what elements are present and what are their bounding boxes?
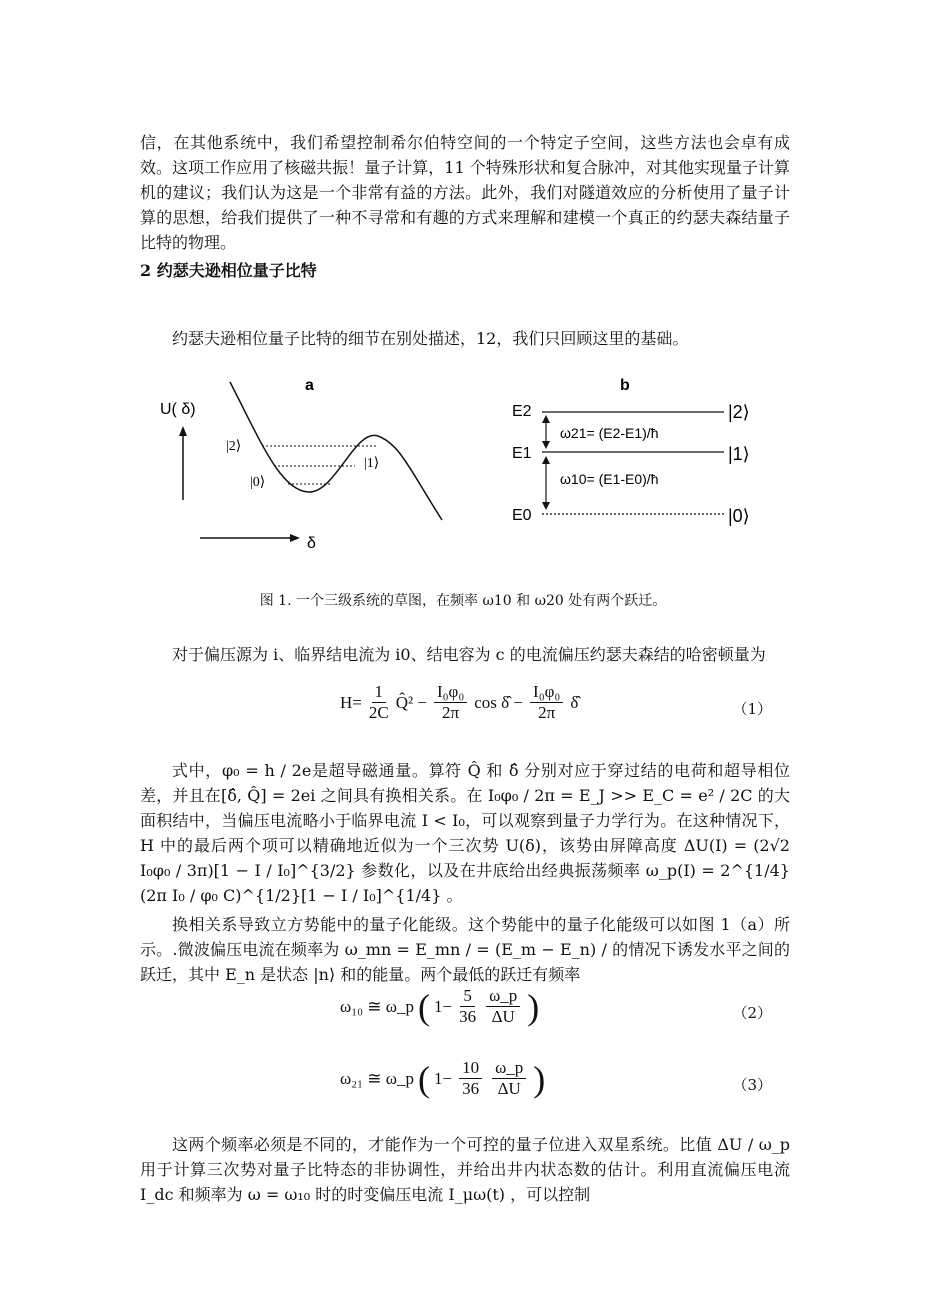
y-axis-label: U( δ) xyxy=(160,401,196,418)
control-paragraph: 这两个频率必须是不同的，才能作为一个可控的量子位进入双星系统。比值 ΔU / ω_p 用于计算三次势对量子比特态的非协调性，并给出井内状态数的估计。利用直流偏压电流 I_dc 和频率为 ω = ω₁₀ 时的时变偏压电流 I_μω(t) ，可以控制 xyxy=(140,1135,790,1204)
eq1-frac-1: $\frac{1}{2C}$ xyxy=(368,682,389,722)
eq1-lhs: H= xyxy=(340,692,362,712)
eq2-one: 1− xyxy=(433,996,453,1016)
ket-2-label: |2⟩ xyxy=(728,402,750,422)
omega10-arrowhead-up xyxy=(542,456,550,464)
operator-paragraph: 式中，φ₀ = h / 2e是超导磁通量。算符 Q̂ 和 δ̂ 分别对应于穿过结的电荷和超导相位差，并且在[δ̂, Q̂] = 2ei 之间具有换相关系。在 I₀φ₀ / 2π = E_J >> E_C = e² / 2C 的大面积结中，当偏压电流略小于临界电流 I < I₀，可以观察到量子力学行为。在这种情况下，H 中的最后两个项可以精确地近似为一个三次势 U(δ)，该势由屏障高度 ΔU(I) = (2√2 I₀φ₀ / 3π)[1 − I / I₀]^{3/2} 参数化，以及在井底给出经典振荡频率 ω_p(I) = 2^{1/4}(2π I₀ / φ₀ C)^{1/2}[1 − I / I₀]^{1/4} 。 xyxy=(140,761,790,905)
eq2-lhs: ω₁₀ ≅ ω_p xyxy=(340,996,414,1016)
ket-1-label: |1⟩ xyxy=(728,444,750,464)
eq1-term-3: δ̂ xyxy=(570,692,579,712)
eq2-frac-a: $\frac{5}{36}$ xyxy=(459,986,477,1026)
eq1-frac-2: $\frac{\text{I₀φ₀}}{2\pi}$ xyxy=(434,682,467,723)
section-heading: 2 约瑟夫逊相位量子比特 xyxy=(140,261,317,280)
eq1-term-1: Q̂² − xyxy=(395,692,427,712)
panel-a-label: a xyxy=(305,377,314,394)
energy-level-figure xyxy=(150,370,790,570)
eq3-frac-a: $\frac{10}{36}$ xyxy=(459,1058,482,1099)
panel-b-label: b xyxy=(620,377,630,394)
omega21-arrowhead-up xyxy=(542,415,550,423)
E0-label: E0 xyxy=(512,507,532,524)
state-2-label: |2⟩ xyxy=(226,439,242,454)
equation-1 xyxy=(140,676,790,736)
figure-caption: 图 1. 一个三级系统的草图，在频率 ω10 和 ω20 处有两个跃迁。 xyxy=(259,593,667,609)
potential-curve xyxy=(230,382,442,520)
omega21-label: ω21= (E2-E1)/ħ xyxy=(560,425,659,441)
state-1-label: |1⟩ xyxy=(364,456,380,471)
intro-paragraph: 信，在其他系统中，我们希望控制希尔伯特空间的一个特定子空间，这些方法也会卓有成效。这项工作应用了核磁共振！量子计算，11 个特殊形状和复合脉冲，对其他实现量子计算机的建议；我们认为这是一个非常有益的方法。此外，我们对隧道效应的分析使用了量子计算的思想，给我们提供了一种不寻常和有趣的方式来理解和建模一个真正的约瑟夫森结量子比特的物理。 xyxy=(140,133,790,252)
y-axis-arrowhead xyxy=(179,426,187,436)
state-0-label: |0⟩ xyxy=(250,475,266,490)
omega21-arrowhead-down xyxy=(542,441,550,449)
section-intro-paragraph: 约瑟夫逊相位量子比特的细节在别处描述，12，我们只回顾这里的基础。 xyxy=(172,329,689,348)
eq3-frac-b: $\frac{\omega\_p}{\Delta U}$ xyxy=(492,1058,526,1099)
eq1-frac-3: $\frac{\text{I₀φ₀}}{2\pi}$ xyxy=(530,682,563,723)
equation-1-number: （1） xyxy=(732,700,772,718)
E1-label: E1 xyxy=(512,445,532,462)
x-axis-label: δ xyxy=(307,535,316,552)
equation-2-body: ω₁₀ ≅ ω_p ( 1− $\frac{5}{36}$ $\frac{\omega\_p}{\Delta U}$ ) xyxy=(340,986,540,1027)
eq3-lhs: ω₂₁ ≅ ω_p xyxy=(340,1068,414,1088)
E2-label: E2 xyxy=(512,403,532,420)
eq2-frac-b: $\frac{\omega\_p}{\Delta U}$ xyxy=(486,986,520,1027)
hamiltonian-intro-paragraph: 对于偏压源为 i、临界结电流为 i0、结电容为 c 的电流偏压约瑟夫森结的哈密顿量为 xyxy=(172,645,766,664)
equation-3 xyxy=(140,1052,790,1112)
ket-0-label: |0⟩ xyxy=(728,506,750,526)
equation-3-number: （3） xyxy=(732,1076,772,1094)
omega10-label: ω10= (E1-E0)/ħ xyxy=(560,471,659,487)
eq3-one: 1− xyxy=(433,1068,453,1088)
omega10-arrowhead-down xyxy=(542,502,550,510)
equation-2 xyxy=(140,980,790,1040)
x-axis-arrowhead xyxy=(290,534,300,542)
equation-2-number: （2） xyxy=(732,1004,772,1022)
quantized-levels-paragraph: 换相关系导致立方势能中的量子化能级。这个势能中的量子化能级可以如图 1（a）所示。.微波偏压电流在频率为 ω_mn = E_mn / = (E_m − E_n) / 的情况下诱发水平之间的跃迁，其中 E_n 是状态 |n⟩ 和的能量。两个最低的跃迁有频率 xyxy=(140,915,790,984)
eq1-term-2: cos δ̂ − xyxy=(474,692,524,712)
equation-1-body xyxy=(340,682,578,723)
equation-3-body: ω₂₁ ≅ ω_p ( 1− $\frac{10}{36}$ $\frac{\omega\_p}{\Delta U}$ ) xyxy=(340,1058,546,1099)
